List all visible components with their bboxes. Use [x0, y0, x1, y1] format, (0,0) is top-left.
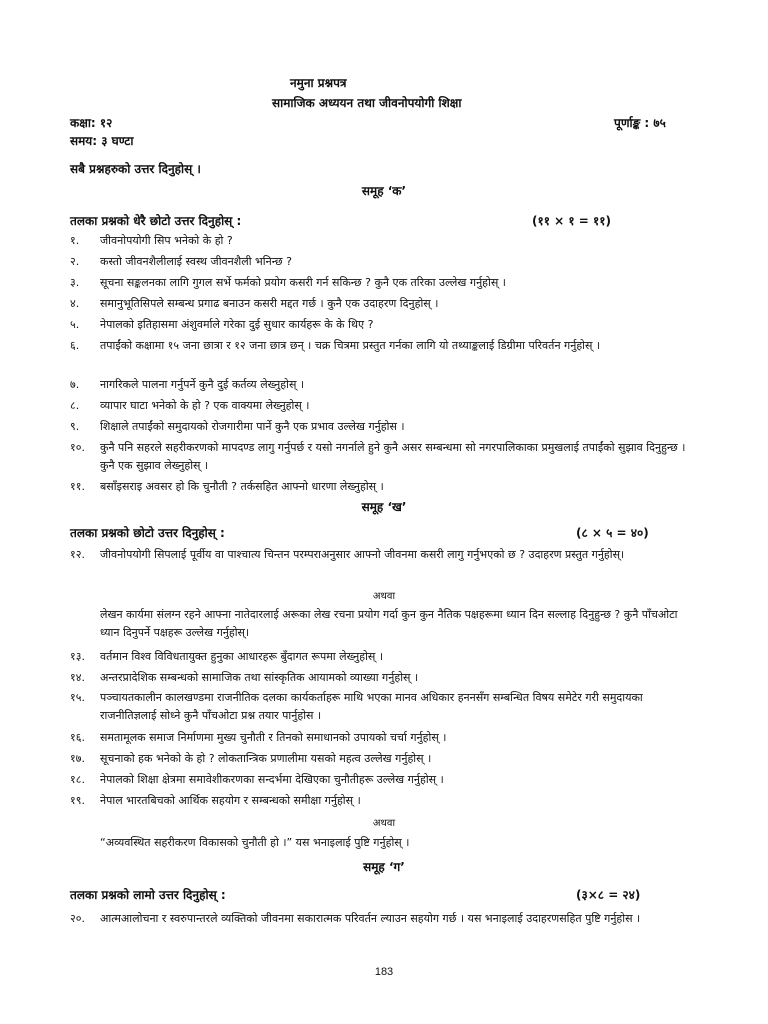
question-1 [70, 232, 702, 250]
question-number: ७. [70, 378, 80, 391]
question-number: १३. [70, 650, 85, 663]
page-number: 183 [374, 966, 394, 978]
subject-title: सामाजिक अध्ययन तथा जीवनोपयोगी शिक्षा [272, 96, 462, 110]
question-text: जीवनोपयोगी सिपलाई पूर्वीय वा पाश्चात्य चिन्तन परम्पराअनुसार आफ्नो जीवनमा कसरी लागु गर्नुभएको छ ? उदाहरण प्रस्तुत गर्नुहोस्। [100, 548, 625, 561]
group-a-marks: (११ × १ = ११) [532, 214, 611, 228]
question-number: १०. [70, 441, 85, 454]
question-5 [70, 316, 702, 334]
question-20 [70, 910, 702, 928]
question-12 [70, 546, 702, 564]
question-text: नागरिकले पालना गर्नुपर्ने कुनै दुई कर्तव्य लेख्नुहोस् । [100, 378, 305, 391]
question-9 [70, 418, 702, 436]
question-17 [70, 750, 702, 768]
class-label: कक्षा: १२ [70, 116, 113, 130]
question-number: २. [70, 255, 80, 268]
question-10 [70, 439, 702, 475]
question-text: पञ्चायतकालीन कालखण्डमा राजनीतिक दलका कार्यकर्ताहरू माथि भएका मानव अधिकार हननसँग सम्बन्धित विषय समेटेर गरी समुदायका राजनीतिज्ञलाई सोध्ने कुनै पाँचओटा प्रश्न तयार पार्नुहोस । [100, 691, 643, 722]
question-13 [70, 648, 702, 666]
question-text: सूचना सङ्कलनका लागि गुगल सर्भे फर्मको प्रयोग कसरी गर्न सकिन्छ ? कुनै एक तरिका उल्लेख गर्नुहोस् । [100, 276, 506, 289]
question-number: १८. [70, 773, 85, 786]
time-label: समय: ३ घण्टा [70, 134, 134, 148]
full-marks: पूर्णाङ्क : ७५ [614, 116, 666, 130]
question-number: ४. [70, 297, 80, 310]
question-text: नेपाल भारतबिचको आर्थिक सहयोग र सम्बन्धको समीक्षा गर्नुहोस् । [100, 794, 361, 807]
group-c-marks: (३×८ = २४) [576, 888, 641, 902]
or-label: अथवा [372, 591, 396, 602]
question-number: ११. [70, 480, 85, 493]
question-number: १२. [70, 548, 85, 561]
question-text: बसाँइसराइ अवसर हो कि चुनौती ? तर्कसहित आफ्नो धारणा लेख्नुहोस् । [100, 480, 384, 493]
question-text: नेपालको इतिहासमा अंशुवर्माले गरेका दुई सुधार कार्यहरू के के थिए ? [100, 318, 374, 331]
question-4 [70, 295, 702, 313]
group-c-title: समूह ‘ग’ [363, 860, 405, 874]
question-text: नेपालको शिक्षा क्षेत्रमा समावेशीकरणका सन्दर्भमा देखिएका चुनौतीहरू उल्लेख गर्नुहोस् । [100, 773, 444, 786]
question-19-alternative: “अव्यवस्थित सहरीकरण विकासको चुनौती हो ।” यस भनाइलाई पुष्टि गर्नुहोस् । [100, 836, 410, 849]
question-number: १७. [70, 752, 85, 765]
question-3 [70, 274, 702, 292]
question-2 [70, 253, 702, 271]
question-number: ९. [70, 420, 80, 433]
question-text: अन्तरप्रादेशिक सम्बन्धको सामाजिक तथा सांस्कृतिक आयामको व्याख्या गर्नुहोस् । [100, 671, 419, 684]
question-text: समानुभूतिसिपले सम्बन्ध प्रगाढ बनाउन कसरी मद्दत गर्छ । कुनै एक उदाहरण दिनुहोस् । [100, 297, 439, 310]
question-number: ३. [70, 276, 80, 289]
question-text: तपाईंको कक्षामा १५ जना छात्रा र १२ जना छात्र छन् । चक्र चित्रमा प्रस्तुत गर्नका लागि यो तथ्याङ्कलाई डिग्रीमा परिवर्तन गर्नुहोस् । [100, 339, 601, 352]
group-a-title: समूह ‘क’ [361, 184, 407, 198]
question-text: वर्तमान विश्व विविधतायुक्त हुनुका आधारहरू बुँदागत रूपमा लेख्नुहोस् । [100, 650, 384, 663]
group-a-instruction: तलका प्रश्नको धेरै छोटो उत्तर दिनुहोस् : [70, 214, 242, 228]
question-text: सूचनाको हक भनेको के हो ? लोकतान्त्रिक प्रणालीमा यसको महत्व उल्लेख गर्नुहोस् । [100, 752, 432, 765]
question-15 [70, 689, 702, 725]
paper-title: नमुना प्रश्नपत्र [290, 76, 347, 90]
question-12-alternative: लेखन कार्यमा संलग्न रहने आफ्ना नातेदारलाई अरूका लेख रचना प्रयोग गर्दा कुन कुन नैतिक पक्षहरूमा ध्यान दिन सल्लाह दिनुहुन्छ ? कुनै पाँचओटा ध्यान दिनुपर्ने पक्षहरू उल्लेख गर्नुहोस्। [100, 608, 678, 639]
question-number: ५. [70, 318, 80, 331]
question-number: १. [70, 234, 80, 247]
group-b-instruction: तलका प्रश्नको छोटो उत्तर दिनुहोस् : [70, 526, 225, 540]
question-7 [70, 376, 702, 394]
question-number: २०. [70, 912, 85, 925]
question-11 [70, 478, 702, 496]
question-number: १६. [70, 731, 85, 744]
question-text: कुनै पनि सहरले सहरीकरणको मापदण्ड लागु गर्नुपर्छ र यसो नगर्नाले हुने कुनै असर सम्बन्धमा सो नगरपालिकाका प्रमुखलाई तपाईंको सुझाव दिनुहुन्छ । कुनै एक सुझाव लेख्नुहोस् । [100, 441, 686, 472]
question-19 [70, 792, 702, 810]
or-label-2: अथवा [372, 818, 396, 829]
question-number: ८. [70, 399, 80, 412]
question-text: आत्मआलोचना र स्वरुपान्तरले व्यक्तिको जीवनमा सकारात्मक परिवर्तन ल्याउन सहयोग गर्छ । यस भनाइलाई उदाहरणसहित पुष्टि गर्नुहोस । [100, 912, 641, 925]
question-number: ६. [70, 339, 80, 352]
question-14 [70, 669, 702, 687]
question-6 [70, 337, 702, 355]
question-8 [70, 397, 702, 415]
question-text: शिक्षाले तपाईंको समुदायको रोजगारीमा पार्ने कुनै एक प्रभाव उल्लेख गर्नुहोस । [100, 420, 405, 433]
question-number: १९. [70, 794, 85, 807]
question-text: समतामूलक समाज निर्माणमा मुख्य चुनौती र तिनको समाधानको उपायको चर्चा गर्नुहोस् । [100, 731, 447, 744]
question-number: १४. [70, 671, 85, 684]
group-c-instruction: तलका प्रश्नको लामो उत्तर दिनुहोस् : [70, 888, 226, 902]
question-text: जीवनोपयोगी सिप भनेको के हो ? [100, 234, 233, 247]
question-18 [70, 771, 702, 789]
question-16 [70, 729, 702, 747]
question-text: कस्तो जीवनशैलीलाई स्वस्थ जीवनशैली भनिन्छ ? [100, 255, 292, 268]
group-b-title: समूह ‘ख’ [361, 500, 407, 514]
question-text: व्यापार घाटा भनेको के हो ? एक वाक्यमा लेख्नुहोस् । [100, 399, 310, 412]
question-number: १५. [70, 691, 85, 704]
group-b-marks: (८ × ५ = ४०) [576, 526, 649, 540]
general-instruction: सबै प्रश्नहरुको उत्तर दिनुहोस् । [70, 162, 201, 176]
